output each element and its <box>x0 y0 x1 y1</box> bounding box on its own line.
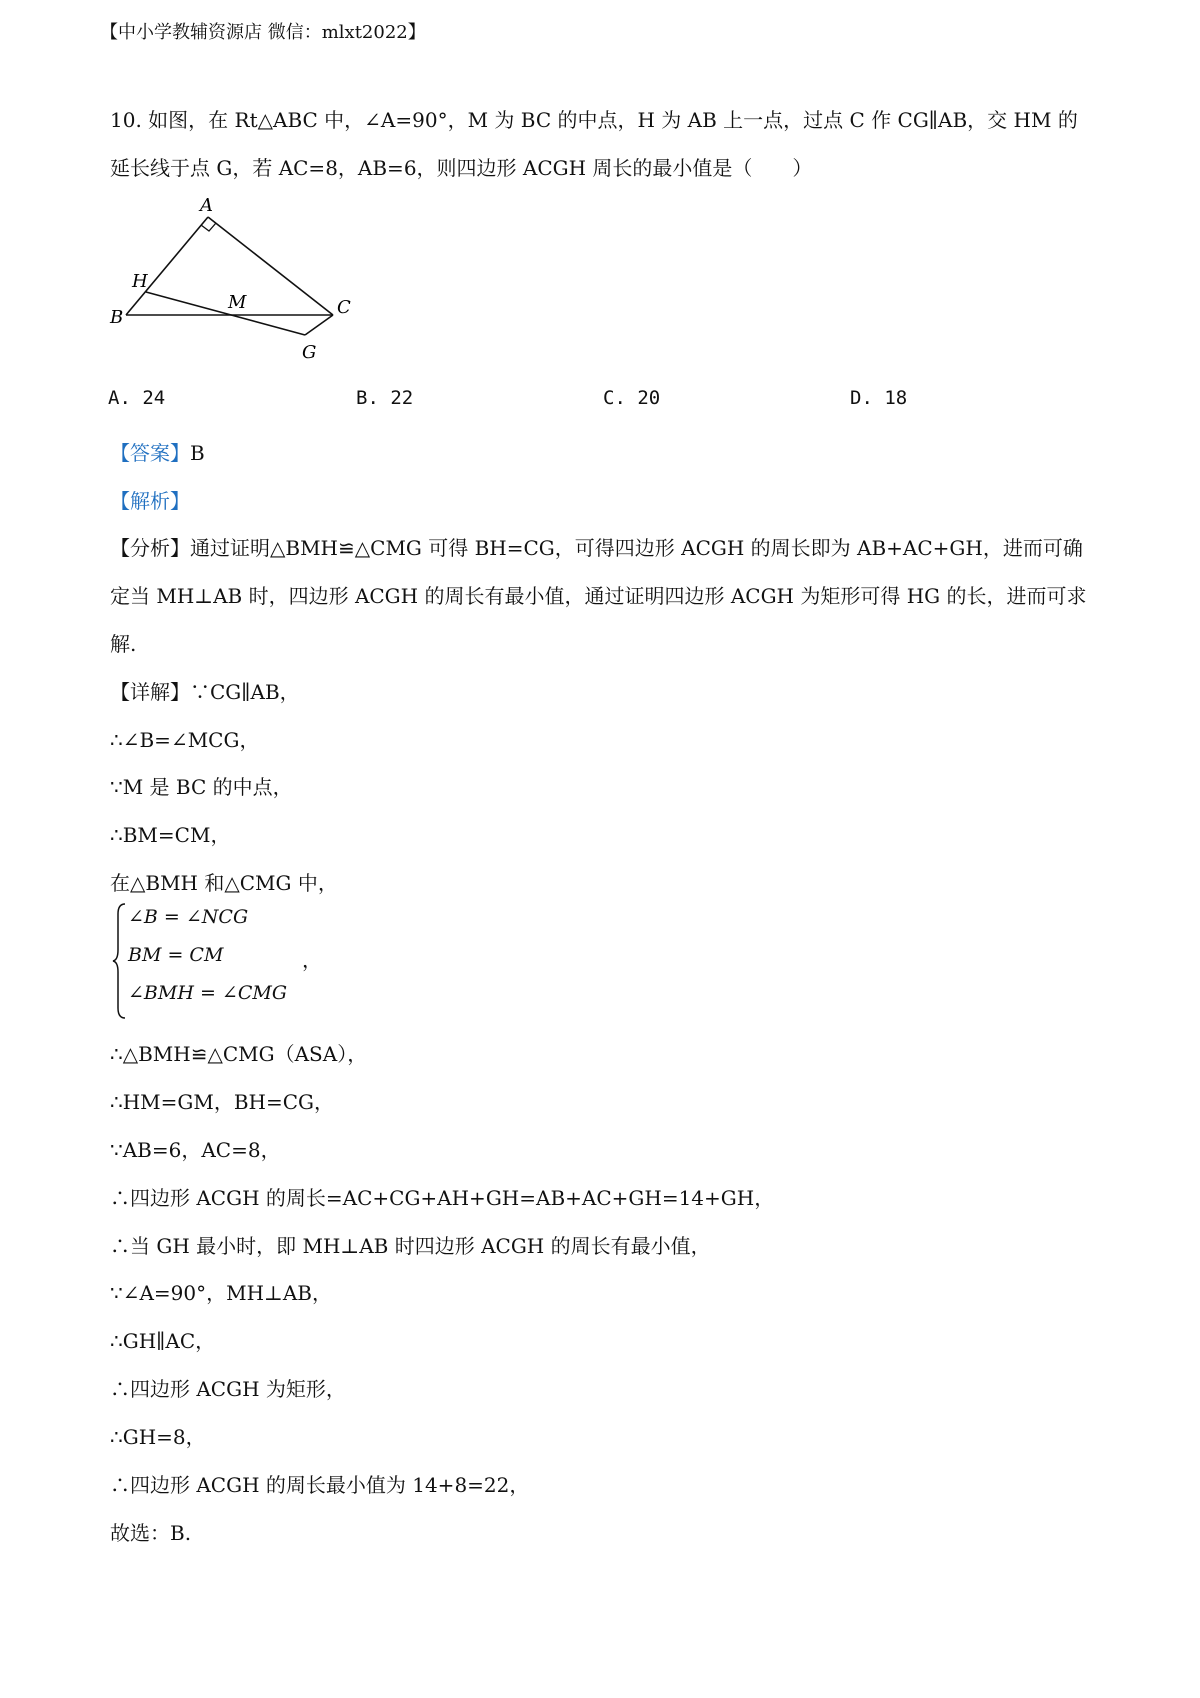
detail-line-4: ∴BM=CM， <box>110 823 231 847</box>
detail-line-7: ∴HM=GM，BH=CG， <box>110 1090 335 1114</box>
detail-line-8: ∵AB=6，AC=8， <box>110 1138 281 1162</box>
system-comma: ， <box>302 948 322 972</box>
fenxi-line-3: 解. <box>110 632 137 656</box>
label-h: H <box>132 271 148 292</box>
right-angle-mark <box>201 223 216 231</box>
label-m: M <box>228 292 247 313</box>
label-g: G <box>302 342 317 363</box>
option-a: A. 24 <box>108 387 166 409</box>
segment-ab <box>126 217 208 315</box>
brace-icon <box>112 902 128 1020</box>
system-row-2: BM = CM <box>128 944 224 966</box>
detail-line-9: ∴四边形 ACGH 的周长=AC+CG+AH+GH=AB+AC+GH=14+GH， <box>110 1186 775 1210</box>
label-b: B <box>110 307 124 328</box>
detail-line-5: 在△BMH 和△CMG 中， <box>110 871 338 895</box>
analysis-tag: 【解析】 <box>110 489 190 513</box>
answer-line <box>110 437 205 466</box>
question-line-2: 延长线于点 G，若 AC=8，AB=6，则四边形 ACGH 周长的最小值是（ ） <box>110 156 813 180</box>
option-d: D. 18 <box>850 387 908 409</box>
system-row-1: ∠B = ∠NCG <box>128 906 249 928</box>
triangle-diagram <box>108 195 368 370</box>
detail-line-11: ∵∠A=90°，MH⊥AB， <box>110 1281 333 1305</box>
segment-hg <box>146 292 305 335</box>
detail-line-2: ∴∠B=∠MCG， <box>110 728 260 752</box>
system-row-3: ∠BMH = ∠CMG <box>128 982 287 1004</box>
label-c: C <box>337 297 351 318</box>
detail-line-10: ∴当 GH 最小时，即 MH⊥AB 时四边形 ACGH 的周长有最小值， <box>110 1234 711 1258</box>
detail-line-16: 故选：B. <box>110 1521 192 1545</box>
detail-line-12: ∴GH∥AC， <box>110 1329 216 1353</box>
question-line-1: 10. 如图，在 Rt△ABC 中，∠A=90°，M 为 BC 的中点，H 为 AB 上一点，过点 C 作 CG∥AB，交 HM 的 <box>110 108 1078 132</box>
detail-line-6: ∴△BMH≌△CMG（ASA）， <box>110 1042 368 1066</box>
detail-line-13: ∴四边形 ACGH 为矩形， <box>110 1377 346 1401</box>
detail-line-15: ∴四边形 ACGH 的周长最小值为 14+8=22， <box>110 1473 530 1497</box>
fenxi-line-1: 【分析】通过证明△BMH≌△CMG 可得 BH=CG，可得四边形 ACGH 的周长即为 AB+AC+GH，进而可确 <box>110 536 1083 560</box>
segment-ac <box>208 217 333 315</box>
detail-line-14: ∴GH=8， <box>110 1425 206 1449</box>
label-a: A <box>200 195 213 216</box>
answer-tag: 【答案】 <box>110 441 190 465</box>
equation-system <box>112 902 322 1020</box>
fenxi-line-2: 定当 MH⊥AB 时，四边形 ACGH 的周长有最小值，通过证明四边形 ACGH 为矩形可得 HG 的长，进而可求 <box>110 584 1087 608</box>
answer-value: B <box>190 441 205 465</box>
detail-line-1: 【详解】∵CG∥AB， <box>110 680 300 704</box>
option-c: C. 20 <box>603 387 661 409</box>
detail-line-3: ∵M 是 BC 的中点， <box>110 775 293 799</box>
page-header: 【中小学教辅资源店 微信：mlxt2022】 <box>100 22 426 43</box>
segment-cg <box>305 315 333 335</box>
option-b: B. 22 <box>356 387 414 409</box>
